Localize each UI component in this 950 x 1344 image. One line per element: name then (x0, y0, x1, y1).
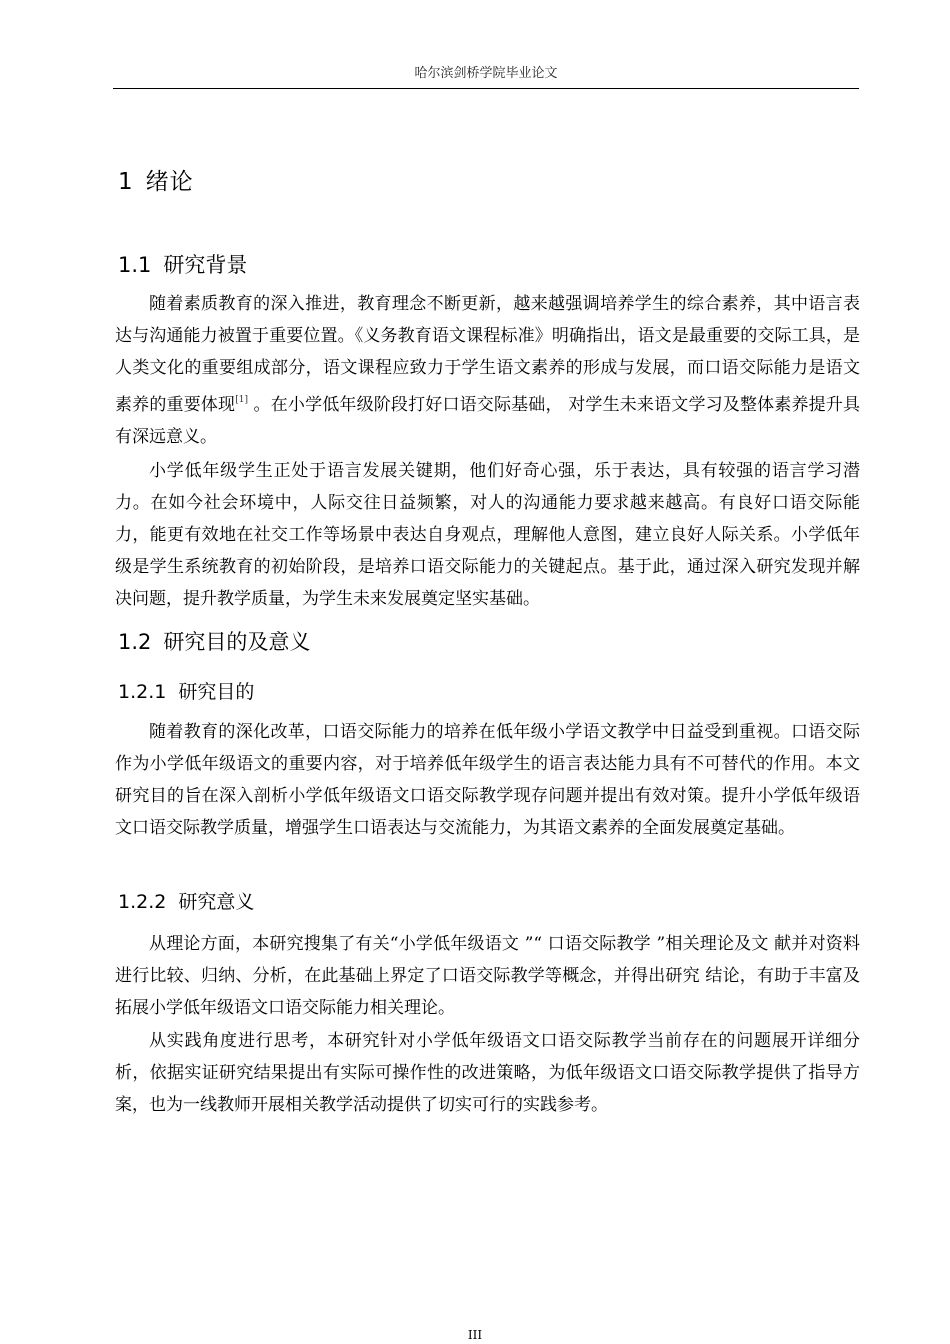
subsection-title: 研究意义 (178, 891, 255, 913)
paragraph-significance-2: 从实践角度进行思考，本研究针对小学低年级语文口语交际教学当前存在的问题展开详细分析，依据实证研究结果提出有实际可操作性的改进策略，为低年级语文口语交际教学提供了指导方案，也为一线教师开展相关教学活动提供了切实可行的实践参考。 (115, 1031, 860, 1115)
section-title: 研究背景 (163, 253, 248, 277)
citation-marker[interactable]: [1] (235, 395, 248, 405)
subsection-number: 1.2.2 (118, 891, 167, 913)
paragraph-purpose: 随着教育的深化改革，口语交际能力的培养在低年级小学语文教学中日益受到重视。口语交际作为小学低年级语文的重要内容，对于培养低年级学生的语言表达能力具有不可替代的作用。本文研究目的旨在深入剖析小学低年级语文口语交际教学现存问题并提出有效对策。提升小学低年级语文口语交际教学质量，增强学生口语表达与交流能力，为其语文素养的全面发展奠定基础。 (115, 722, 860, 838)
page-number: III (467, 1328, 483, 1342)
paragraph-text: 。在小学低年级阶段打好口语交际基础， 对学生未来语文学习及整体素养提升具有深远意义。 (115, 395, 861, 447)
subsection-heading-1-2-1 (118, 677, 254, 704)
section-heading-1-1 (118, 249, 247, 279)
paragraph-background-1 (115, 288, 860, 453)
paragraph-background-2: 小学低年级学生正处于语言发展关键期，他们好奇心强，乐于表达，具有较强的语言学习潜力。在如今社会环境中，人际交往日益频繁，对人的沟通能力要求越来越高。有良好口语交际能力，能更有效地在社交工作等场景中表达自身观点，理解他人意图，建立良好人际关系。小学低年级是学生系统教育的初始阶段，是培养口语交际能力的关键起点。基于此，通过深入研究发现并解决问题，提升教学质量，为学生未来发展奠定坚实基础。 (115, 461, 860, 609)
paragraph-text: 随着素质教育的深入推进，教育理念不断更新，越来越强调培养学生的综合素养，其中语言表达与沟通能力被置于重要位置。《义务教育语文课程标准》明确指出，语文是最重要的交际工具，是人类文化的重要组成部分，语文课程应致力于学生语文素养的形成与发展，而口语交际能力是语文素养的重要体现 (115, 294, 860, 415)
section-heading-1-2 (118, 626, 310, 656)
section-number: 1.2 (118, 630, 152, 654)
section-title: 研究目的及意义 (163, 630, 311, 654)
subsection-heading-1-2-2 (118, 887, 254, 914)
header-divider (113, 88, 859, 89)
section-number: 1.1 (118, 253, 152, 277)
chapter-title: 绪论 (145, 169, 194, 195)
page-header: 哈尔滨剑桥学院毕业论文 (414, 66, 558, 81)
chapter-heading (118, 163, 194, 196)
subsection-number: 1.2.1 (118, 681, 167, 703)
chapter-number: 1 (118, 169, 134, 195)
subsection-title: 研究目的 (178, 681, 255, 703)
paragraph-significance-1: 从理论方面，本研究搜集了有关“小学低年级语文 ”“ 口语交际教学 ”相关理论及文 献并对资料进行比较、归纳、分析，在此基础上界定了口语交际教学等概念，并得出研究 结论，有助于丰富及拓展小学低年级语文口语交际能力相关理论。 (115, 934, 860, 1018)
